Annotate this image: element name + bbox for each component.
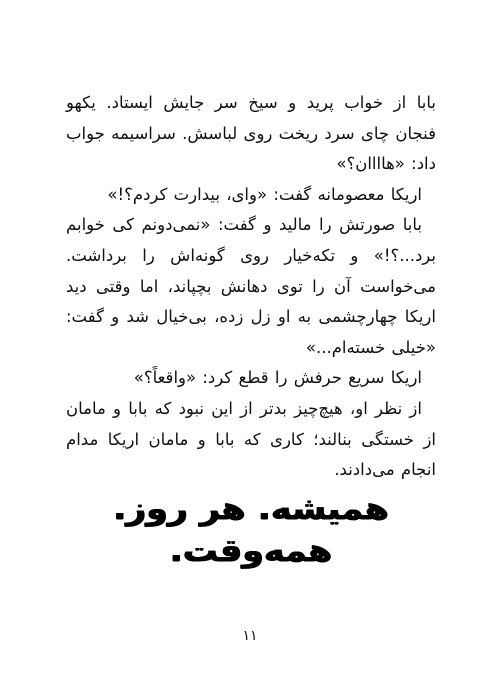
page-number: ۱۱ bbox=[242, 628, 258, 644]
paragraph-4: اریکا سریع حرفش را قطع کرد: «واقعاً؟» bbox=[133, 368, 422, 388]
paragraph-5: از نظر او، هیچ‌چیز بدتر از این نبود که بابا و مامان از خستگی بنالند؛ کاری که بابا و مامان اریکا مدام انجام می‌دادند. bbox=[66, 398, 436, 480]
paragraph-2: اریکا معصومانه گفت: «وای، بیدارت کردم؟!» bbox=[107, 184, 422, 204]
paragraph-1: بابا از خواب پرید و سیخ سر جایش ایستاد. یکهو فنجان چای سرد ریخت روی لباسش. سراسیمه جواب داد: «هاااان؟» bbox=[66, 93, 436, 174]
emphasis-line: همیشه. هر روز. همه‌وقت. bbox=[113, 491, 389, 569]
paragraph-3: بابا صورتش را مالید و گفت: «نمی‌دونم کی خوابم برد...؟!» و تکه‌خیار روی گونه‌اش را برداشت. می‌خواست آن را توی دهانش بچپاند، اما وقتی دید اریکا چهارچشمی به او زل زده، بی‌خیال شد و گفت: «خیلی خسته‌ام...» bbox=[66, 215, 436, 357]
body-text bbox=[66, 88, 436, 486]
